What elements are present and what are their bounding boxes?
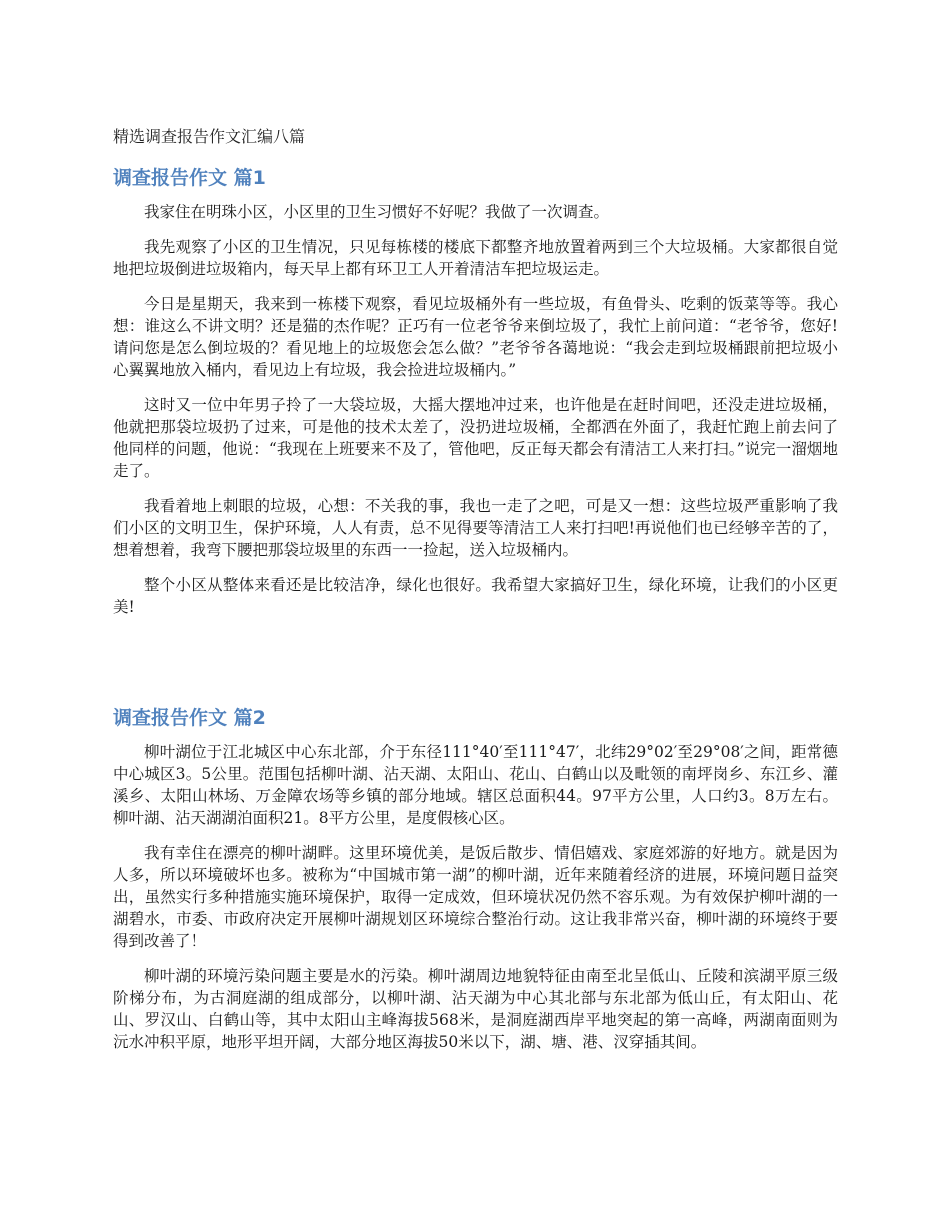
paragraph: 整个小区从整体来看还是比较洁净，绿化也很好。我希望大家搞好卫生，绿化环境，让我们的小区更美! [113,576,838,616]
paragraph: 今日是星期天，我来到一栋楼下观察，看见垃圾桶外有一些垃圾，有鱼骨头、吃剩的饭菜等等。我心想：谁这么不讲文明？还是猫的杰作呢？正巧有一位老爷爷来倒垃圾了，我忙上前问道：“老爷爷，您好!请问您是怎么倒垃圾的？看见地上的垃圾您会怎么做？”老爷爷各蔼地说：“我会走到垃圾桶跟前把垃圾小心翼翼地放入桶内，看见边上有垃圾，我会捡进垃圾桶内。” [113,295,838,379]
section-heading: 调查报告作文 篇2 [113,707,266,729]
paragraph: 这时又一位中年男子拎了一大袋垃圾，大摇大摆地冲过来，也许他是在赶时间吧，还没走进垃圾桶，他就把那袋垃圾扔了过来，可是他的技术太差了，没扔进垃圾桶，全都洒在外面了，我赶忙跑上前去问了他同样的问题，他说：“我现在上班要来不及了，管他吧，反正每天都会有清洁工人来打扫。”说完一溜烟地走了。 [113,396,838,480]
paragraph: 我看着地上刺眼的垃圾，心想：不关我的事，我也一走了之吧，可是又一想：这些垃圾严重影响了我们小区的文明卫生，保护环境，人人有责，总不见得要等清洁工人来打扫吧!再说他们也已经够辛苦的了，想着想着，我弯下腰把那袋垃圾里的东西一一捡起，送入垃圾桶内。 [113,497,838,559]
paragraph: 我有幸住在漂亮的柳叶湖畔。这里环境优美，是饭后散步、情侣嬉戏、家庭郊游的好地方。就是因为人多，所以环境破坏也多。被称为“中国城市第一湖”的柳叶湖，近年来随着经济的进展，环境问题日益突出，虽然实行多种措施实施环境保护，取得一定成效，但环境状况仍然不容乐观。为有效保护柳叶湖的一湖碧水，市委、市政府决定开展柳叶湖规划区环境综合整治行动。这让我非常兴奋，柳叶湖的环境终于要得到改善了！ [113,844,838,950]
section-1 [113,165,838,631]
paragraph: 我先观察了小区的卫生情况，只见每栋楼的楼底下都整齐地放置着两到三个大垃圾桶。大家都很自觉地把垃圾倒进垃圾箱内，每天早上都有环卫工人开着清洁车把垃圾运走。 [113,238,838,278]
section-2 [113,705,838,1066]
document-title: 精选调查报告作文汇编八篇 [113,127,306,146]
paragraph: 柳叶湖的环境污染问题主要是水的污染。柳叶湖周边地貌特征由南至北呈低山、丘陵和滨湖平原三级阶梯分布，为古洞庭湖的组成部分，以柳叶湖、沾天湖为中心其北部与东北部为低山丘，有太阳山、花山、罗汉山、白鹤山等，其中太阳山主峰海拔568米，是洞庭湖西岸平地突起的第一高峰，两湖南面则为沅水冲积平原，地形平坦开阔，大部分地区海拔50米以下，湖、塘、港、汊穿插其间。 [113,967,838,1051]
paragraph: 我家住在明珠小区，小区里的卫生习惯好不好呢？我做了一次调查。 [144,203,610,221]
paragraph: 柳叶湖位于江北城区中心东北部，介于东径111°40′至111°47′，北纬29°02′至29°08′之间，距常德中心城区3。5公里。范围包括柳叶湖、沾天湖、太阳山、花山、白鹤山以及毗领的南坪岗乡、东江乡、灌溪乡、太阳山林场、万金障农场等乡镇的部分地域。辖区总面积44。97平方公里，人口约3。8万左右。柳叶湖、沾天湖湖泊面积21。8平方公里，是度假核心区。 [113,743,838,827]
section-heading: 调查报告作文 篇1 [113,167,266,189]
